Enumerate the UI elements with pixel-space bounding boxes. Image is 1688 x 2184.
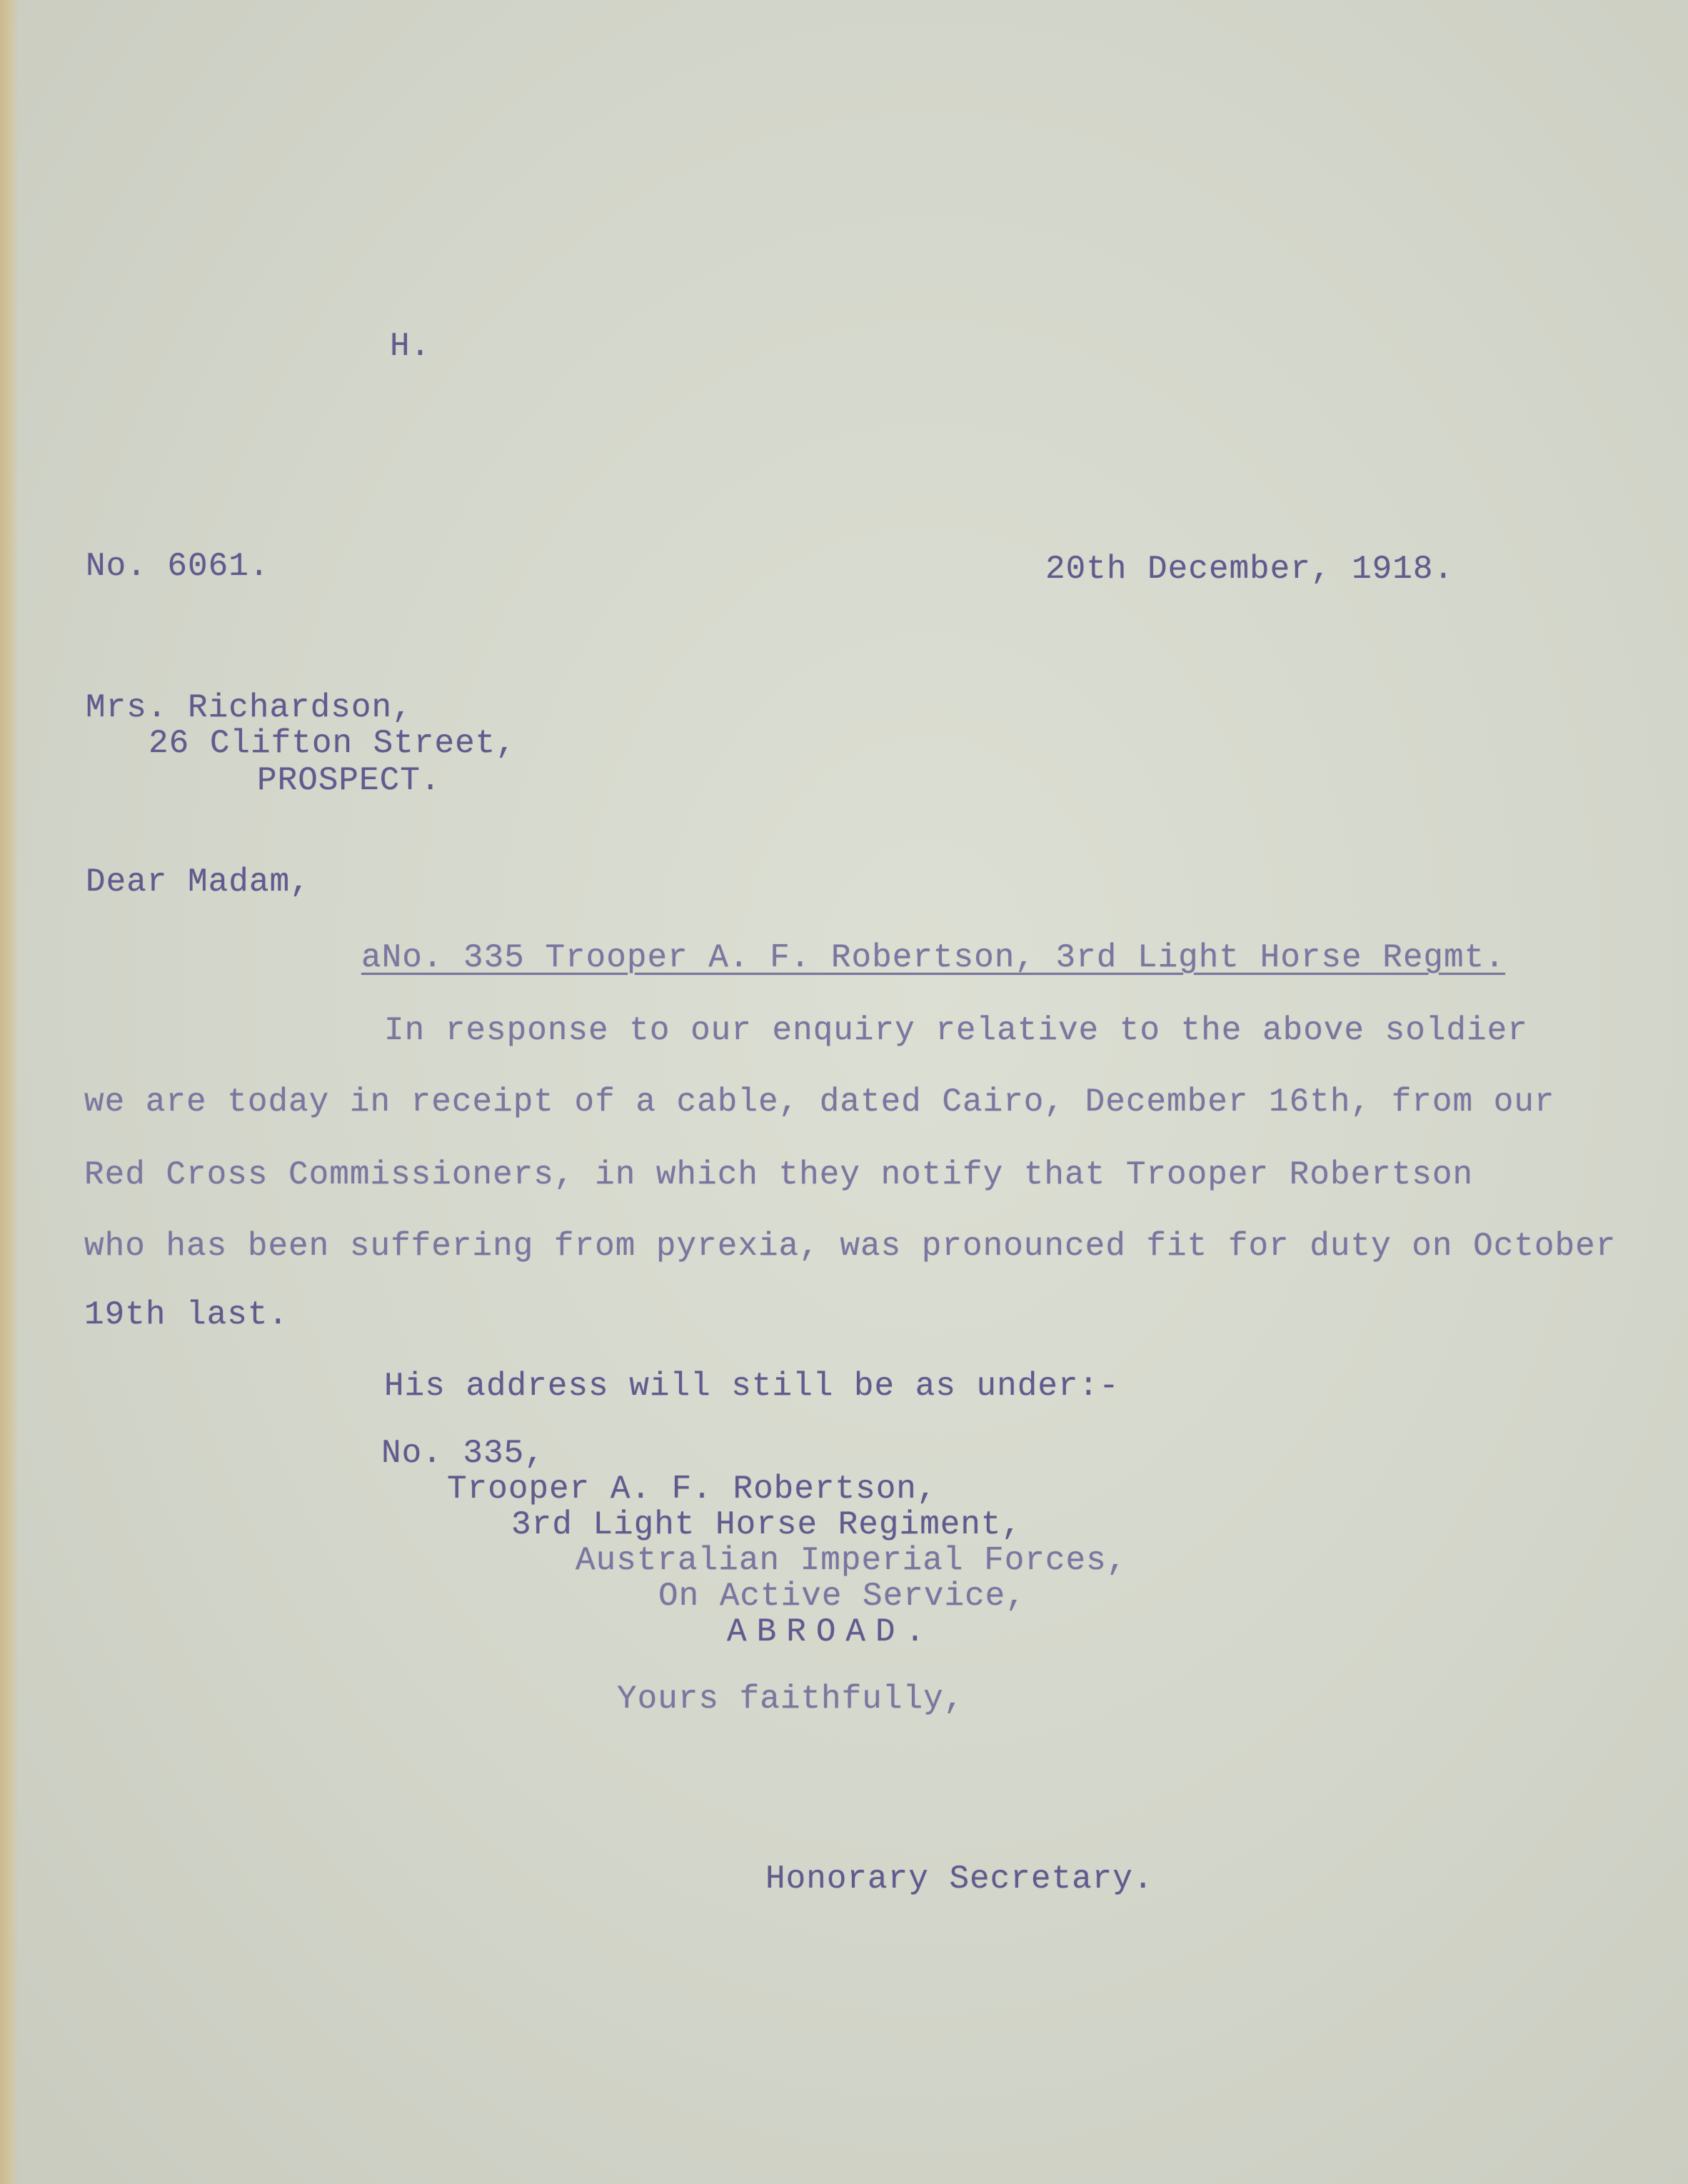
address-intro: His address will still be as under:- (384, 1368, 1120, 1405)
letter-initial: H. (390, 328, 431, 365)
body-line-4: who has been suffering from pyrexia, was pronounced fit for duty on October (84, 1228, 1617, 1265)
salutation: Dear Madam, (86, 863, 311, 901)
address-line-5: On Active Service, (658, 1578, 1026, 1615)
address-line-2: Trooper A. F. Robertson, (447, 1471, 938, 1508)
letter-date: 20th December, 1918. (1045, 551, 1455, 588)
closing: Yours faithfully, (617, 1680, 965, 1718)
recipient-name: Mrs. Richardson, (86, 689, 413, 726)
body-line-1: In response to our enquiry relative to the above soldier (384, 1012, 1528, 1049)
body-line-2: we are today in receipt of a cable, dated Cairo, December 16th, from our (84, 1083, 1555, 1121)
address-line-6: ABROAD. (727, 1613, 935, 1650)
reference-number: No. 6061. (86, 548, 270, 585)
recipient-street: 26 Clifton Street, (149, 725, 516, 762)
paper-edge (0, 0, 19, 2184)
address-line-4: Australian Imperial Forces, (576, 1542, 1127, 1579)
address-line-3: 3rd Light Horse Regiment, (511, 1506, 1023, 1543)
subject-line: aNo. 335 Trooper A. F. Robertson, 3rd Light Horse Regmt. (361, 939, 1505, 976)
body-line-5: 19th last. (84, 1296, 289, 1333)
body-line-3: Red Cross Commissioners, in which they notify that Trooper Robertson (84, 1156, 1474, 1193)
recipient-town: PROSPECT. (257, 762, 441, 799)
address-line-1: No. 335, (381, 1435, 545, 1472)
signatory: Honorary Secretary. (765, 1860, 1154, 1898)
